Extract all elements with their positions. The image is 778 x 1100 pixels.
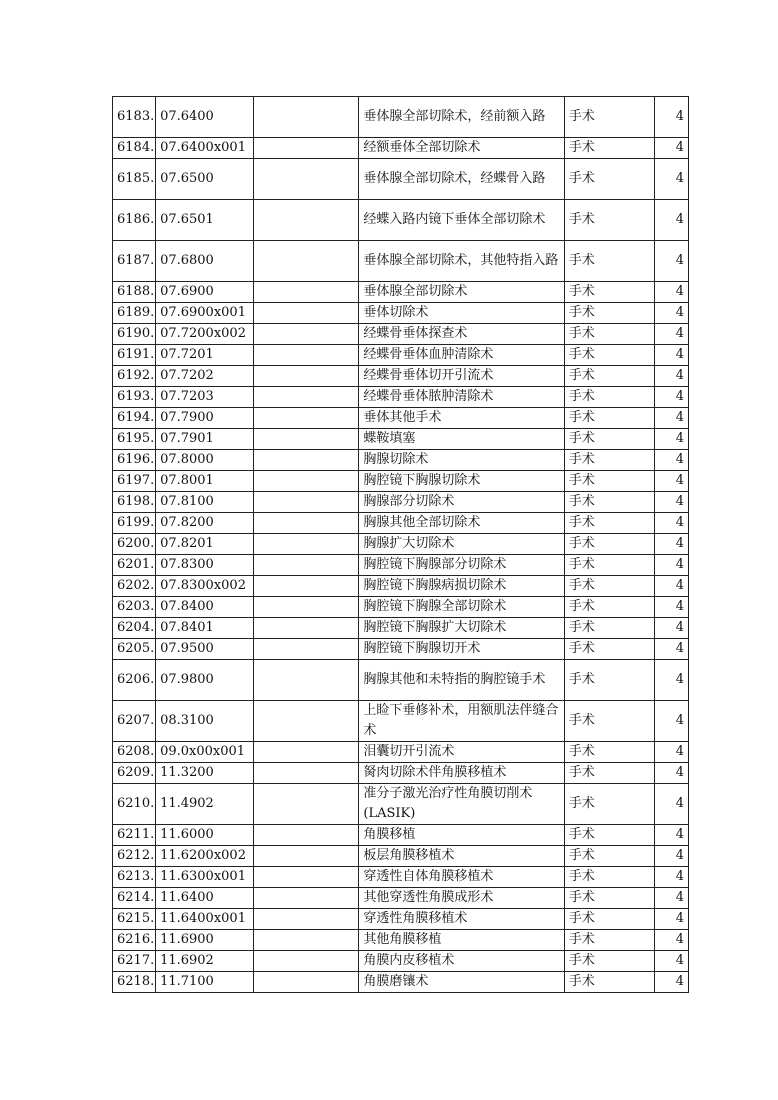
row-number-cell: 6192. bbox=[113, 366, 156, 387]
blank-cell bbox=[254, 888, 359, 909]
code-cell: 07.8001 bbox=[156, 471, 254, 492]
row-number-cell: 6217. bbox=[113, 951, 156, 972]
table-row bbox=[113, 534, 689, 555]
procedure-name-cell: 胸腔镜下胸腺切开术 bbox=[359, 639, 564, 660]
level-cell: 4 bbox=[654, 825, 688, 846]
type-cell: 手术 bbox=[564, 930, 654, 951]
code-cell: 11.6400x001 bbox=[156, 909, 254, 930]
level-cell: 4 bbox=[654, 282, 688, 303]
type-cell: 手术 bbox=[564, 597, 654, 618]
procedure-name-cell: 蝶鞍填塞 bbox=[359, 429, 564, 450]
blank-cell bbox=[254, 742, 359, 763]
type-cell: 手术 bbox=[564, 282, 654, 303]
procedure-name-cell: 其他穿透性角膜成形术 bbox=[359, 888, 564, 909]
code-cell: 07.8400 bbox=[156, 597, 254, 618]
blank-cell bbox=[254, 97, 359, 138]
row-number-cell: 6207. bbox=[113, 701, 156, 742]
row-number-cell: 6218. bbox=[113, 972, 156, 993]
blank-cell bbox=[254, 159, 359, 200]
level-cell: 4 bbox=[654, 951, 688, 972]
row-number-cell: 6199. bbox=[113, 513, 156, 534]
level-cell: 4 bbox=[654, 867, 688, 888]
code-cell: 07.7203 bbox=[156, 387, 254, 408]
level-cell: 4 bbox=[654, 450, 688, 471]
code-cell: 07.8300 bbox=[156, 555, 254, 576]
level-cell: 4 bbox=[654, 387, 688, 408]
table-row bbox=[113, 784, 689, 825]
type-cell: 手术 bbox=[564, 200, 654, 241]
level-cell: 4 bbox=[654, 345, 688, 366]
row-number-cell: 6194. bbox=[113, 408, 156, 429]
level-cell: 4 bbox=[654, 639, 688, 660]
table-row bbox=[113, 701, 689, 742]
row-number-cell: 6188. bbox=[113, 282, 156, 303]
level-cell: 4 bbox=[654, 159, 688, 200]
level-cell: 4 bbox=[654, 513, 688, 534]
procedure-name-cell: 胬肉切除术伴角膜移植术 bbox=[359, 763, 564, 784]
blank-cell bbox=[254, 930, 359, 951]
type-cell: 手术 bbox=[564, 97, 654, 138]
procedure-name-cell: 经蝶骨垂体脓肿清除术 bbox=[359, 387, 564, 408]
level-cell: 4 bbox=[654, 492, 688, 513]
code-cell: 11.6400 bbox=[156, 888, 254, 909]
blank-cell bbox=[254, 138, 359, 159]
row-number-cell: 6214. bbox=[113, 888, 156, 909]
code-cell: 07.6501 bbox=[156, 200, 254, 241]
code-cell: 07.6900x001 bbox=[156, 303, 254, 324]
level-cell: 4 bbox=[654, 784, 688, 825]
table-row bbox=[113, 742, 689, 763]
level-cell: 4 bbox=[654, 660, 688, 701]
type-cell: 手术 bbox=[564, 366, 654, 387]
code-cell: 11.6902 bbox=[156, 951, 254, 972]
procedure-name-cell: 胸腺其他和未特指的胸腔镜手术 bbox=[359, 660, 564, 701]
table-row bbox=[113, 97, 689, 138]
procedure-name-cell: 垂体切除术 bbox=[359, 303, 564, 324]
procedure-name-cell: 经蝶骨垂体血肿清除术 bbox=[359, 345, 564, 366]
table-row bbox=[113, 763, 689, 784]
level-cell: 4 bbox=[654, 742, 688, 763]
blank-cell bbox=[254, 972, 359, 993]
type-cell: 手术 bbox=[564, 639, 654, 660]
procedure-name-cell: 经蝶入路内镜下垂体全部切除术 bbox=[359, 200, 564, 241]
blank-cell bbox=[254, 200, 359, 241]
table-row bbox=[113, 387, 689, 408]
table-row bbox=[113, 576, 689, 597]
table-row bbox=[113, 138, 689, 159]
code-cell: 11.4902 bbox=[156, 784, 254, 825]
level-cell: 4 bbox=[654, 972, 688, 993]
type-cell: 手术 bbox=[564, 555, 654, 576]
code-cell: 08.3100 bbox=[156, 701, 254, 742]
blank-cell bbox=[254, 513, 359, 534]
blank-cell bbox=[254, 429, 359, 450]
code-cell: 07.8201 bbox=[156, 534, 254, 555]
row-number-cell: 6208. bbox=[113, 742, 156, 763]
type-cell: 手术 bbox=[564, 909, 654, 930]
row-number-cell: 6186. bbox=[113, 200, 156, 241]
procedure-name-cell: 胸腺切除术 bbox=[359, 450, 564, 471]
level-cell: 4 bbox=[654, 846, 688, 867]
procedure-name-cell: 胸腔镜下胸腺病损切除术 bbox=[359, 576, 564, 597]
row-number-cell: 6198. bbox=[113, 492, 156, 513]
code-cell: 07.6900 bbox=[156, 282, 254, 303]
table-row bbox=[113, 200, 689, 241]
level-cell: 4 bbox=[654, 408, 688, 429]
blank-cell bbox=[254, 597, 359, 618]
blank-cell bbox=[254, 867, 359, 888]
procedure-name-cell: 垂体腺全部切除术 bbox=[359, 282, 564, 303]
row-number-cell: 6189. bbox=[113, 303, 156, 324]
table-row bbox=[113, 825, 689, 846]
procedure-name-cell: 垂体腺全部切除术，其他特指入路 bbox=[359, 241, 564, 282]
code-cell: 07.8401 bbox=[156, 618, 254, 639]
blank-cell bbox=[254, 701, 359, 742]
level-cell: 4 bbox=[654, 241, 688, 282]
code-cell: 07.8200 bbox=[156, 513, 254, 534]
table-row bbox=[113, 241, 689, 282]
blank-cell bbox=[254, 471, 359, 492]
procedure-name-cell: 经蝶骨垂体探查术 bbox=[359, 324, 564, 345]
type-cell: 手术 bbox=[564, 387, 654, 408]
level-cell: 4 bbox=[654, 597, 688, 618]
procedure-name-cell: 胸腔镜下胸腺全部切除术 bbox=[359, 597, 564, 618]
code-cell: 11.6900 bbox=[156, 930, 254, 951]
blank-cell bbox=[254, 366, 359, 387]
procedure-name-cell: 胸腺扩大切除术 bbox=[359, 534, 564, 555]
blank-cell bbox=[254, 555, 359, 576]
code-cell: 07.9500 bbox=[156, 639, 254, 660]
level-cell: 4 bbox=[654, 97, 688, 138]
procedure-name-cell: 准分子激光治疗性角膜切削术(LASIK) bbox=[359, 784, 564, 825]
blank-cell bbox=[254, 763, 359, 784]
row-number-cell: 6195. bbox=[113, 429, 156, 450]
code-cell: 11.3200 bbox=[156, 763, 254, 784]
table-row bbox=[113, 951, 689, 972]
table-row bbox=[113, 303, 689, 324]
level-cell: 4 bbox=[654, 303, 688, 324]
type-cell: 手术 bbox=[564, 324, 654, 345]
table-row bbox=[113, 408, 689, 429]
type-cell: 手术 bbox=[564, 159, 654, 200]
blank-cell bbox=[254, 303, 359, 324]
type-cell: 手术 bbox=[564, 408, 654, 429]
row-number-cell: 6209. bbox=[113, 763, 156, 784]
level-cell: 4 bbox=[654, 888, 688, 909]
procedure-name-cell: 垂体其他手术 bbox=[359, 408, 564, 429]
row-number-cell: 6204. bbox=[113, 618, 156, 639]
table-row bbox=[113, 639, 689, 660]
procedure-name-cell: 角膜磨镶术 bbox=[359, 972, 564, 993]
row-number-cell: 6211. bbox=[113, 825, 156, 846]
code-cell: 09.0x00x001 bbox=[156, 742, 254, 763]
type-cell: 手术 bbox=[564, 825, 654, 846]
code-cell: 11.7100 bbox=[156, 972, 254, 993]
level-cell: 4 bbox=[654, 618, 688, 639]
table-row bbox=[113, 909, 689, 930]
row-number-cell: 6183. bbox=[113, 97, 156, 138]
blank-cell bbox=[254, 282, 359, 303]
blank-cell bbox=[254, 909, 359, 930]
type-cell: 手术 bbox=[564, 513, 654, 534]
blank-cell bbox=[254, 951, 359, 972]
procedure-name-cell: 穿透性角膜移植术 bbox=[359, 909, 564, 930]
table-row bbox=[113, 366, 689, 387]
procedure-name-cell: 穿透性自体角膜移植术 bbox=[359, 867, 564, 888]
procedure-name-cell: 垂体腺全部切除术，经前额入路 bbox=[359, 97, 564, 138]
type-cell: 手术 bbox=[564, 701, 654, 742]
code-cell: 07.9800 bbox=[156, 660, 254, 701]
blank-cell bbox=[254, 450, 359, 471]
type-cell: 手术 bbox=[564, 576, 654, 597]
row-number-cell: 6210. bbox=[113, 784, 156, 825]
table-row bbox=[113, 492, 689, 513]
type-cell: 手术 bbox=[564, 618, 654, 639]
procedure-name-cell: 经额垂体全部切除术 bbox=[359, 138, 564, 159]
code-cell: 07.7900 bbox=[156, 408, 254, 429]
level-cell: 4 bbox=[654, 534, 688, 555]
procedure-name-cell: 角膜内皮移植术 bbox=[359, 951, 564, 972]
row-number-cell: 6215. bbox=[113, 909, 156, 930]
blank-cell bbox=[254, 408, 359, 429]
code-cell: 07.8000 bbox=[156, 450, 254, 471]
type-cell: 手术 bbox=[564, 742, 654, 763]
blank-cell bbox=[254, 846, 359, 867]
row-number-cell: 6185. bbox=[113, 159, 156, 200]
code-cell: 07.8300x002 bbox=[156, 576, 254, 597]
level-cell: 4 bbox=[654, 324, 688, 345]
level-cell: 4 bbox=[654, 138, 688, 159]
table-row bbox=[113, 429, 689, 450]
row-number-cell: 6213. bbox=[113, 867, 156, 888]
procedure-name-cell: 角膜移植 bbox=[359, 825, 564, 846]
table-row bbox=[113, 846, 689, 867]
procedure-name-cell: 上睑下垂修补术，用额肌法伴缝合术 bbox=[359, 701, 564, 742]
procedure-name-cell: 板层角膜移植术 bbox=[359, 846, 564, 867]
procedure-name-cell: 胸腺部分切除术 bbox=[359, 492, 564, 513]
procedure-name-cell: 经蝶骨垂体切开引流术 bbox=[359, 366, 564, 387]
blank-cell bbox=[254, 825, 359, 846]
table-row bbox=[113, 888, 689, 909]
code-cell: 07.6800 bbox=[156, 241, 254, 282]
level-cell: 4 bbox=[654, 366, 688, 387]
table-row bbox=[113, 597, 689, 618]
blank-cell bbox=[254, 576, 359, 597]
row-number-cell: 6212. bbox=[113, 846, 156, 867]
type-cell: 手术 bbox=[564, 303, 654, 324]
procedure-name-cell: 胸腔镜下胸腺部分切除术 bbox=[359, 555, 564, 576]
code-cell: 07.7901 bbox=[156, 429, 254, 450]
type-cell: 手术 bbox=[564, 972, 654, 993]
row-number-cell: 6187. bbox=[113, 241, 156, 282]
level-cell: 4 bbox=[654, 429, 688, 450]
type-cell: 手术 bbox=[564, 763, 654, 784]
row-number-cell: 6190. bbox=[113, 324, 156, 345]
blank-cell bbox=[254, 387, 359, 408]
code-cell: 07.7202 bbox=[156, 366, 254, 387]
code-cell: 07.7201 bbox=[156, 345, 254, 366]
row-number-cell: 6201. bbox=[113, 555, 156, 576]
type-cell: 手术 bbox=[564, 241, 654, 282]
row-number-cell: 6216. bbox=[113, 930, 156, 951]
level-cell: 4 bbox=[654, 909, 688, 930]
type-cell: 手术 bbox=[564, 471, 654, 492]
table-row bbox=[113, 972, 689, 993]
table-row bbox=[113, 159, 689, 200]
row-number-cell: 6202. bbox=[113, 576, 156, 597]
level-cell: 4 bbox=[654, 701, 688, 742]
level-cell: 4 bbox=[654, 930, 688, 951]
code-cell: 11.6200x002 bbox=[156, 846, 254, 867]
row-number-cell: 6191. bbox=[113, 345, 156, 366]
row-number-cell: 6206. bbox=[113, 660, 156, 701]
table-row bbox=[113, 282, 689, 303]
procedure-name-cell: 其他角膜移植 bbox=[359, 930, 564, 951]
level-cell: 4 bbox=[654, 200, 688, 241]
blank-cell bbox=[254, 345, 359, 366]
type-cell: 手术 bbox=[564, 492, 654, 513]
table-row bbox=[113, 471, 689, 492]
code-cell: 07.6400 bbox=[156, 97, 254, 138]
code-cell: 11.6300x001 bbox=[156, 867, 254, 888]
type-cell: 手术 bbox=[564, 784, 654, 825]
type-cell: 手术 bbox=[564, 534, 654, 555]
type-cell: 手术 bbox=[564, 888, 654, 909]
type-cell: 手术 bbox=[564, 345, 654, 366]
table-row bbox=[113, 618, 689, 639]
table-row bbox=[113, 324, 689, 345]
code-cell: 07.8100 bbox=[156, 492, 254, 513]
procedure-name-cell: 垂体腺全部切除术，经蝶骨入路 bbox=[359, 159, 564, 200]
type-cell: 手术 bbox=[564, 429, 654, 450]
type-cell: 手术 bbox=[564, 867, 654, 888]
row-number-cell: 6203. bbox=[113, 597, 156, 618]
type-cell: 手术 bbox=[564, 450, 654, 471]
blank-cell bbox=[254, 639, 359, 660]
code-cell: 07.6500 bbox=[156, 159, 254, 200]
row-number-cell: 6197. bbox=[113, 471, 156, 492]
type-cell: 手术 bbox=[564, 138, 654, 159]
table-row bbox=[113, 345, 689, 366]
blank-cell bbox=[254, 534, 359, 555]
row-number-cell: 6196. bbox=[113, 450, 156, 471]
blank-cell bbox=[254, 241, 359, 282]
level-cell: 4 bbox=[654, 763, 688, 784]
row-number-cell: 6184. bbox=[113, 138, 156, 159]
level-cell: 4 bbox=[654, 471, 688, 492]
table-row bbox=[113, 660, 689, 701]
type-cell: 手术 bbox=[564, 951, 654, 972]
level-cell: 4 bbox=[654, 576, 688, 597]
blank-cell bbox=[254, 784, 359, 825]
code-cell: 11.6000 bbox=[156, 825, 254, 846]
table-row bbox=[113, 555, 689, 576]
row-number-cell: 6193. bbox=[113, 387, 156, 408]
blank-cell bbox=[254, 618, 359, 639]
row-number-cell: 6200. bbox=[113, 534, 156, 555]
procedure-name-cell: 胸腺其他全部切除术 bbox=[359, 513, 564, 534]
type-cell: 手术 bbox=[564, 846, 654, 867]
table-row bbox=[113, 450, 689, 471]
level-cell: 4 bbox=[654, 555, 688, 576]
procedure-name-cell: 泪囊切开引流术 bbox=[359, 742, 564, 763]
blank-cell bbox=[254, 660, 359, 701]
row-number-cell: 6205. bbox=[113, 639, 156, 660]
procedure-name-cell: 胸腔镜下胸腺切除术 bbox=[359, 471, 564, 492]
code-cell: 07.6400x001 bbox=[156, 138, 254, 159]
blank-cell bbox=[254, 492, 359, 513]
table-body bbox=[113, 97, 689, 993]
table-row bbox=[113, 930, 689, 951]
procedure-name-cell: 胸腔镜下胸腺扩大切除术 bbox=[359, 618, 564, 639]
table-row bbox=[113, 867, 689, 888]
table-row bbox=[113, 513, 689, 534]
blank-cell bbox=[254, 324, 359, 345]
code-cell: 07.7200x002 bbox=[156, 324, 254, 345]
type-cell: 手术 bbox=[564, 660, 654, 701]
procedure-table bbox=[112, 96, 689, 993]
